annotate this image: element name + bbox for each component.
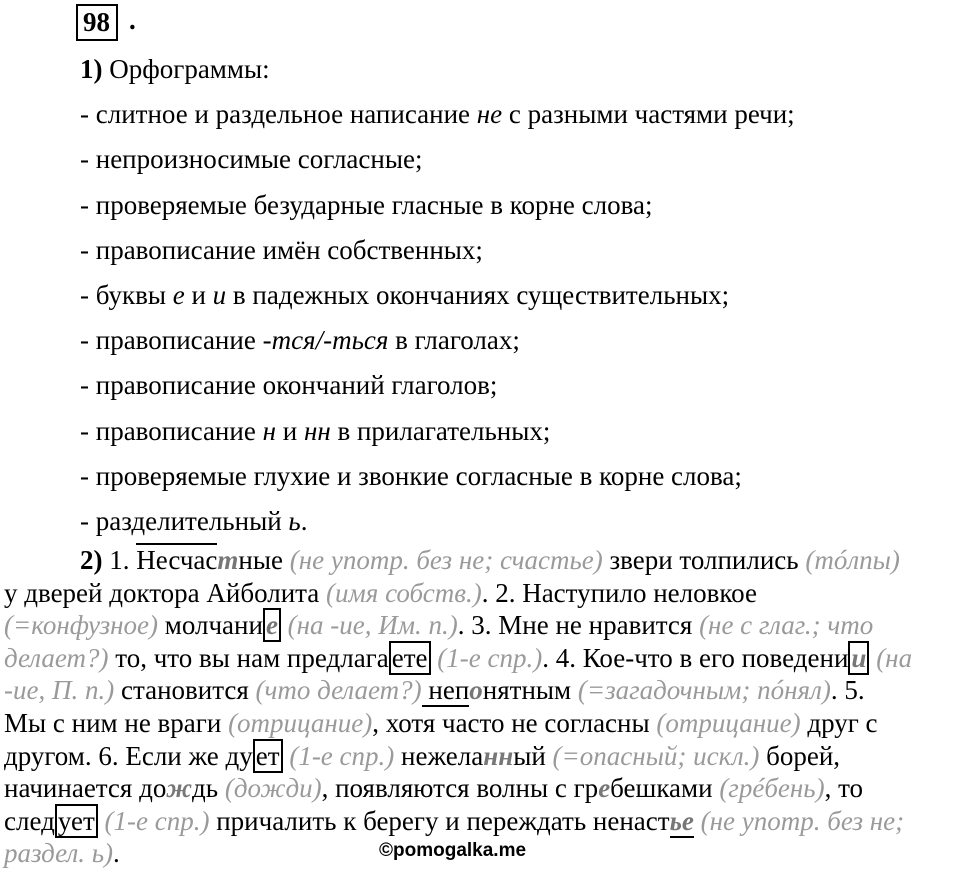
part1-item: - непроизносимые согласные; [80, 144, 423, 175]
part1-item: - правописание имён собственных; [80, 234, 483, 265]
part1-heading: 1) Орфограммы: [80, 54, 270, 84]
part1-item: - правописание н и нн в прилагательных; [80, 415, 551, 446]
part2-line: (=конфузное) молчани е (на -ие, Им. п.). 3. Мне не нравится (не с глаг.; что [4, 610, 874, 641]
part2-line: -ие, П. п.) становится (что делает?) непонятным (=загадочным; пóнял). 5. [4, 675, 865, 706]
part1-item: - буквы е и и в падежных окончаниях существительных; [80, 280, 730, 311]
part2-line: раздел. ь). [4, 838, 120, 869]
part1-item: - проверяемые глухие и звонкие согласные в корне слова; [80, 460, 742, 491]
watermark-text: ©pomogalka.me [379, 840, 527, 861]
part1-item: - правописание -тся/-ться в глаголах; [80, 325, 520, 356]
part1-item: - проверяемые безударные гласные в корне слова; [80, 189, 653, 220]
part2-section [4, 544, 954, 870]
exercise-number: 98 [76, 4, 118, 41]
part1-item: - разделительный ь. [80, 506, 308, 537]
part2-line: след ует (1-е спр.) причалить к берегу и переждать ненастье (не употр. без не; [4, 805, 905, 836]
part2-line: делает?) то, что вы нам предлага ете (1-е спр.). 4. Кое-что в его поведени и (на [4, 642, 913, 673]
part2-line: у дверей доктора Айболита (имя собств.). 2. Наступило неловкое [4, 577, 757, 608]
part2-line: другом. 6. Если же ду ет (1-е спр.) нежеланный (=опасный; искл.) борей, [4, 740, 841, 771]
part1-section [80, 47, 950, 544]
part2-line: начинается дождь (дожди), появляются волны с гребешками (грéбень), то [4, 773, 864, 804]
part2-line: Мы с ним не враги (отрицание), хотя часто не согласны (отрицание) друг с [4, 707, 878, 738]
part1-item: - правописание окончаний глаголов; [80, 370, 498, 401]
part2-line: 2) 1. Несчастные (не употр. без не; счастье) звери толпились (тóлпы) [80, 545, 900, 575]
exercise-number-dot: . [129, 5, 136, 35]
part1-item: - слитное и раздельное написание не с разными частями речи; [80, 99, 795, 130]
